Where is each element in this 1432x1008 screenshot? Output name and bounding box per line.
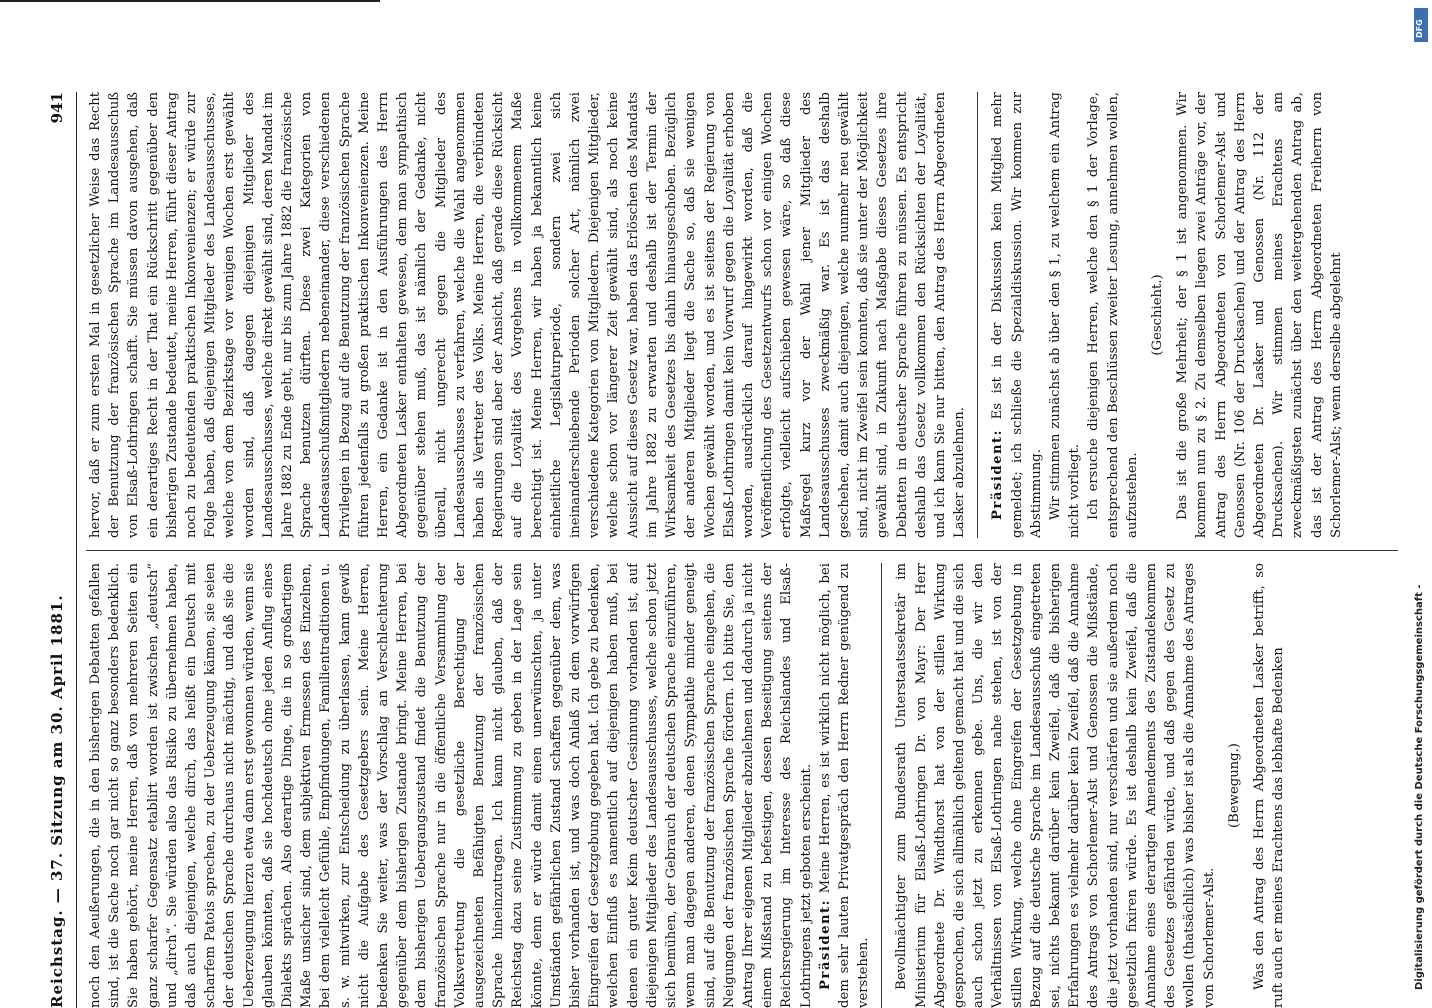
column-divider: [86, 550, 1398, 551]
paragraph-text: Meine Herren, es ist wirklich nicht möglich, bei dem sehr lauten Privatgespräch den Herrn Redner genügend zu verstehen.: [817, 563, 872, 1008]
credit-sidebar: [1414, 8, 1428, 998]
section-divider: [881, 563, 882, 1008]
credit-text: Digitalisierung gefördert durch die Deutsche Forschungsgemeinschaft -: [1414, 584, 1425, 990]
left-column: [86, 563, 1398, 1008]
section-divider: [977, 92, 978, 538]
paragraph: [816, 563, 874, 1008]
page-number: 941: [48, 92, 66, 124]
reaction-note: (Geschieht.): [1149, 274, 1165, 356]
reaction-note: (Bewegung.): [1226, 743, 1242, 828]
paragraph: Ich ersuche diejenigen Herren, welche den § 1 der Vorlage, entsprechend den Beschlüssen zweiter Lesung, annehmen wollen, aufzustehen.: [1086, 92, 1140, 538]
speaker-label: Präsident:: [817, 898, 833, 990]
paragraph: [988, 92, 1046, 538]
dfg-logo-text: DFG: [1415, 19, 1424, 38]
paragraph: Das ist die große Mehrheit; der § 1 ist angenommen. Wir kommen nun zu § 2. Zu demselben liegen zwei Anträge vor, der Antrag des Herrn Abgeordneten von Schorlemer-Alst und Genossen (Nr. 106 der Drucksachen) und der Antrag des Herrn Abgeordneten Dr. Lasker und Genossen (Nr. 112 der Drucksachen). Wir stimmen meines Erachtens am zweckmäßigsten zunächst über den weitergehenden Antrag ab, das ist der Antrag des Herrn Abgeordneten Freiherrn von Schorlemer-Alst; wenn derselbe abgelehnt: [1175, 92, 1344, 538]
paragraph: hervor, daß er zum ersten Mal in gesetzlicher Weise das Recht der Benutzung der französischen Sprache im Landesausschuß von Elsaß-Lothringen schafft. Sie müssen davon ausgehen, daß ein derartiges Recht in der That ein Rückschritt gegenüber den bisherigen Zustande bedeutet, meine Herren, führt dieser Antrag noch zu bedeutenden praktischen Inkonvenienzen; er würde zur Folge haben, daß diejenigen Mitglieder des Landesausschusses, welche von dem Bezirkstage vor wenigen Wochen erst gewählt worden sind, daß dagegen diejenigen Mitglieder des Landesausschusses, welche direkt gewählt sind, deren Mandat im Jahre 1882 zu Ende geht, nur bis zum Jahre 1882 die französische Sprache benutzen dürften. Diese zwei Kategorien von Landesausschußmitgliedern nebeneinander, diese verschiedenen Privilegien in Bezug auf die Benutzung der französischen Sprache führen jedenfalls zu großen praktischen Inkonvenienzen. Meine Herren, ein Gedanke ist in den Ausführungen des Herrn Abgeordneten Lasker enthalten gewesen, dem man sympathisch gegenüber stehen muß, das ist nämlich der Gedanke, nicht überall, nicht ungerecht gegen die Mitglieder des Landesausschusses zu verfahren, welche die Wahl angenommen haben als Vertreter des Volks. Meine Herren, die verbündeten Regierungen sind aber der Ansicht, daß gerade diese Rücksicht auf die Loyalität des Vorgehens in vollkommenem Maße berechtigt ist. Meine Herren, wir haben ja bekanntlich keine einheitliche Legislaturperiode, sondern zwei sich ineinanderschiebende Perioden solcher Art, nämlich zwei verschiedene Kategorien von Mitgliedern. Diejenigen Mitglieder, welche schon vor längerer Zeit gewählt sind, als noch keine Aussicht auf dieses Gesetz war, haben das Erlöschen des Mandats im Jahre 1882 zu erwarten und deshalb ist der Termin der Wirksamkeit des Gesetzes bis dahin hinausgeschoben. Bezüglich der anderen Mitglieder liegt die Sache so, daß sie wenigen Wochen gewählt worden, und es ist seitens der Regierung von Elsaß-Lothringen damit kein Vorwurf gegen die Loyalität erhoben worden, ausdrücklich darauf hingewirkt worden, daß die Veröffentlichung des Gesetzentwurfs schon vor einigen Wochen erfolgte, vielleicht aufschieben gewesen wäre, so daß diese Maßregel kurz vor der Wahl jener Mitglieder des Landesausschusses zweckmäßig war. Es ist das deshalb geschehen, damit auch diejenigen, welche nunmehr neu gewählt sind, nicht im Zweifel sein konnten, daß sie unter der Möglichkeit gewählt sind, in Zukunft nach Maßgabe dieses Gesetzes ihre Debatten in deutscher Sprache führen zu müssen. Es entspricht deshalb das Gesetz vollkommen den Rücksichten der Loyalität, und ich kann Sie nur bitten, den Antrag des Herrn Abgeordneten Lasker abzulehnen.: [88, 92, 968, 538]
scanned-page: [38, 0, 1398, 1008]
speaker-label: Präsident:: [990, 428, 1006, 520]
paragraph: Wir stimmen zunächst ab über den § 1, zu welchem ein Antrag nicht vorliegt.: [1047, 92, 1083, 538]
paragraph-text: Es ist in der Diskussion kein Mitglied mehr gemeldet; ich schließe die Spezialdiskussion. Wir kommen zur Abstimmung.: [990, 92, 1044, 538]
right-column: [86, 92, 1398, 538]
paragraph: Bevollmächtigter zum Bundesrath Unterstaatssekretär im Ministerium für Elsaß-Lothringen Dr. von Mayr: Der Herr Abgeordnete Dr. Windthorst hat von der stillen Wirkung gesprochen, die sich allmählich geltend gemacht hat und die sich auch schon jetzt zu erkennen gebe. Uns, die wir den Verhältnissen von Elsaß-Lothringen nahe stehen, ist von der stillen Wirkung, welche ohne Eingreifen der Gesetzgebung in Bezug auf die deutsche Sprache im Landesausschuß eingetreten sei, nichts bekannt darüber kein Zweifel, daß die bisherigen Erfahrungen es vielmehr darüber kein Zweifel, daß die Annahme des Antrags von Schorlemer-Alst und Genossen die Mißstände, die jetzt vorhanden sind, nur verschärfen und sie außerdem noch gesetzlich fixiren würde. Es ist deshalb kein Zweifel, daß die Annahme eines derartigen Amendements des Zustandekommen des Gesetzes gefährden würde, und daß gegen des Gesetz zu wollen (thatsächlich) was bisher ist als die Annahme des Antrages von Schorlemer-Alst.: [894, 563, 1217, 1008]
paragraph: Was den Antrag des Herrn Abgeordneten Lasker betrifft, so ruft auch er meines Erachtens das lebhafte Bedenken: [1251, 563, 1287, 1008]
paragraph: noch den Aeußerungen, die in den bisherigen Debatten gefallen sind, ist die Sache noch gar nicht so ganz besonders bedenklich. Sie haben gehört, meine Herren, daß von mehreren Seiten ein ganz scharfer Gegensatz etablirt worden ist zwischen „deutsch“ und „dirch“. Sie würden also das Risiko zu übernehmen haben, daß auch diejenigen, welche dirch, das heißt ein Deutsch mit scharfem Patois sprechen, zu der Ueberzeugung kämen, sie seien der deutschen Sprache durchaus nicht mächtig, und daß sie die Ueberzeugung hierzu etwa dann erst gewonnen würden, wenn sie glauben könnten, daß sie hochdeutsch ohne jeden Anflug eines Dialekts sprächen. Also derartige Dinge, die in so großartigem Maße unsicher sind, dem subjektiven Ermessen des Einzelnen, bei dem vielleicht Gefühle, Empfindungen, Familientraditionen u. s. w. mitwirken, zur Entscheidung zu überlassen, kann gewiß nicht die Aufgabe des Gesetzgebers sein. Meine Herren, bedenken Sie weiter, was der Vorschlag an Verschlechterung gegenüber dem bisherigen Zustande bringt. Meine Herren, bei dem bisherigen Uebergangszustand findet die Benutzung der französischen Sprache nur in die öffentliche Versammlung der Volksvertretung die gesetzliche Berechtigung der ausgezeichneten Befähigten Benutzung der französischen Sprache hineinzutragen. Ich kann nicht glauben, daß der Reichstag dazu seine Zustimmung zu geben in der Lage sein könnte, denn er würde damit einen unerwünschten, ja unter Umständen gefährlichen Zustand schaffen gegenüber dem, was bisher vorhanden ist, und was doch Anlaß zu dem vorwürfigen Eingreifen der Gesetzgebung gegeben hat. Ich gebe zu bedenken, welchen Einfluß es namentlich auf diejenigen haben muß, bei denen ein guter Keim deutscher Gesinnung vorhanden ist, auf diejenigen Mitglieder des Landesausschusses, welche schon jetzt sich bemühen, der Gebrauch der deutschen Sprache einzuführen, wenn man dagegen anderen, denen Sympathie minder geneigt sind, auf die Benutzung der französischen Sprache eingehen, die Neigungen der französischen Sprache fördern. Ich bitte Sie, den Antrag Ihrer eigenen Mitglieder abzulehnen und dadurch ja nicht einem Mißstand zu befestigen, dessen Beseitigung seitens der Reichsregierung im Interesse des Reichslandes und Elsaß-Lothringens jetzt geboten erscheint.: [88, 563, 814, 1008]
running-head: Reichstag. — 37. Sitzung am 30. April 1881.: [48, 594, 66, 1008]
page-header: [38, 92, 77, 1008]
